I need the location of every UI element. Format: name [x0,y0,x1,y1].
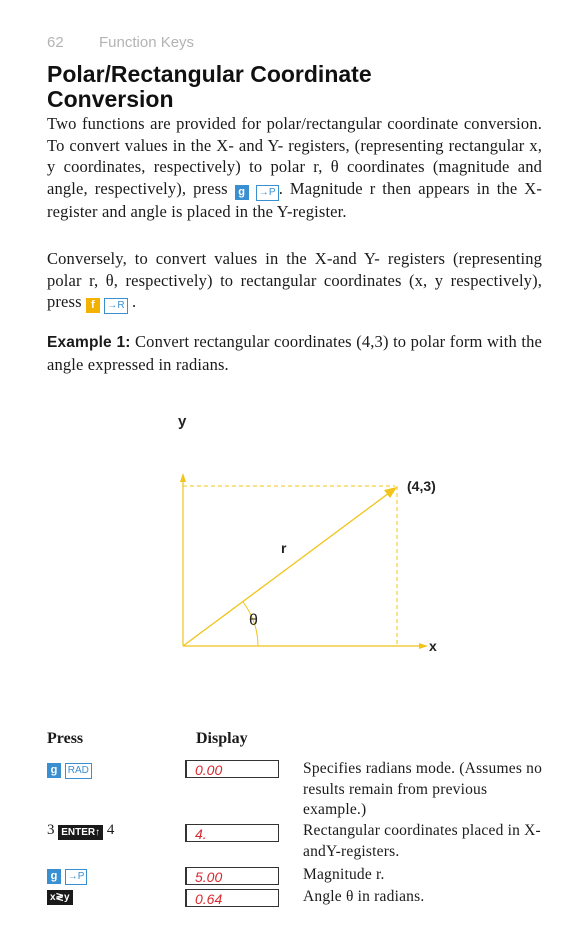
coordinate-diagram-svg [170,410,460,660]
to-polar-key-icon: →P [256,185,279,201]
to-polar-key-icon: →P [65,869,88,885]
step-description-1: Specifies radians mode. (Assumes no results remain from previous example.) [303,760,543,818]
display-readout-3: 5.00 [185,867,279,885]
step-description-4: Angle θ in radians. [303,888,425,905]
y-axis-label: y [178,413,187,430]
example-1 [47,331,542,375]
page-header [47,34,194,51]
point-label: (4,3) [407,478,436,494]
press-keys-4 [47,887,73,905]
g-key-icon: g [47,763,61,778]
g-key-icon: g [47,869,61,884]
y-axis-arrow [180,473,186,482]
page-title [47,62,547,112]
press-keys-3 [47,866,87,885]
display-column-header: Display [196,730,248,747]
section-title: Function Keys [99,34,195,51]
press-digit-3: 3 [47,822,55,838]
theta-label: θ [249,612,258,629]
display-readout-2: 4. [185,824,279,842]
paragraph-1-text-b: . Magnitude r then appears in the X-register and angle is placed in the Y-register. [47,178,543,221]
r-vector-arrowhead [384,487,397,498]
paragraph-2-text-a: Conversely, to convert values in the X-and Y- registers (representing polar r, θ, respectively) to rectangular coordinates (x, y respectively), press [47,249,542,311]
press-column-header: Press [47,730,84,747]
f-key-icon: f [86,298,100,313]
paragraph-1-text-a: Two functions are provided for polar/rectangular coordinate conversion. To convert values in the X- and Y- registers, (representing rectangular x, y coordinates, respectively) to polar r, θ coordinates (magnitude and angle, respectively), press [47,114,542,198]
to-rect-key-icon: →R [104,298,128,314]
r-vector [183,493,389,646]
example-label: Example 1: [47,334,131,351]
press-keys-2 [47,822,114,840]
x-axis-label: x [429,638,437,654]
step-description-2: Rectangular coordinates placed in X-andY-registers. [303,822,541,860]
paragraph-1 [47,113,542,222]
paragraph-2 [47,248,542,314]
rad-key-icon: RAD [65,763,92,779]
r-label: r [281,540,287,556]
page-number: 62 [47,34,64,51]
paragraph-2-text-b: . [132,292,137,311]
press-keys-1 [47,760,92,779]
g-key-icon: g [235,185,249,200]
example-text: Convert rectangular coordinates (4,3) to polar form with the angle expressed in radians. [47,332,542,374]
step-description-3: Magnitude r. [303,866,385,883]
enter-key-icon: ENTER↑ [58,825,103,840]
press-digit-4: 4 [106,822,115,838]
x-axis-arrow [419,643,428,649]
display-readout-4: 0.64 [185,889,279,907]
coordinate-diagram [170,410,460,660]
title-line-1: Polar/Rectangular Coordinate [47,61,372,87]
title-line-2: Conversion [47,86,174,112]
display-readout-1: 0.00 [185,760,279,778]
x-exchange-y-key-icon: x≷y [47,890,73,905]
